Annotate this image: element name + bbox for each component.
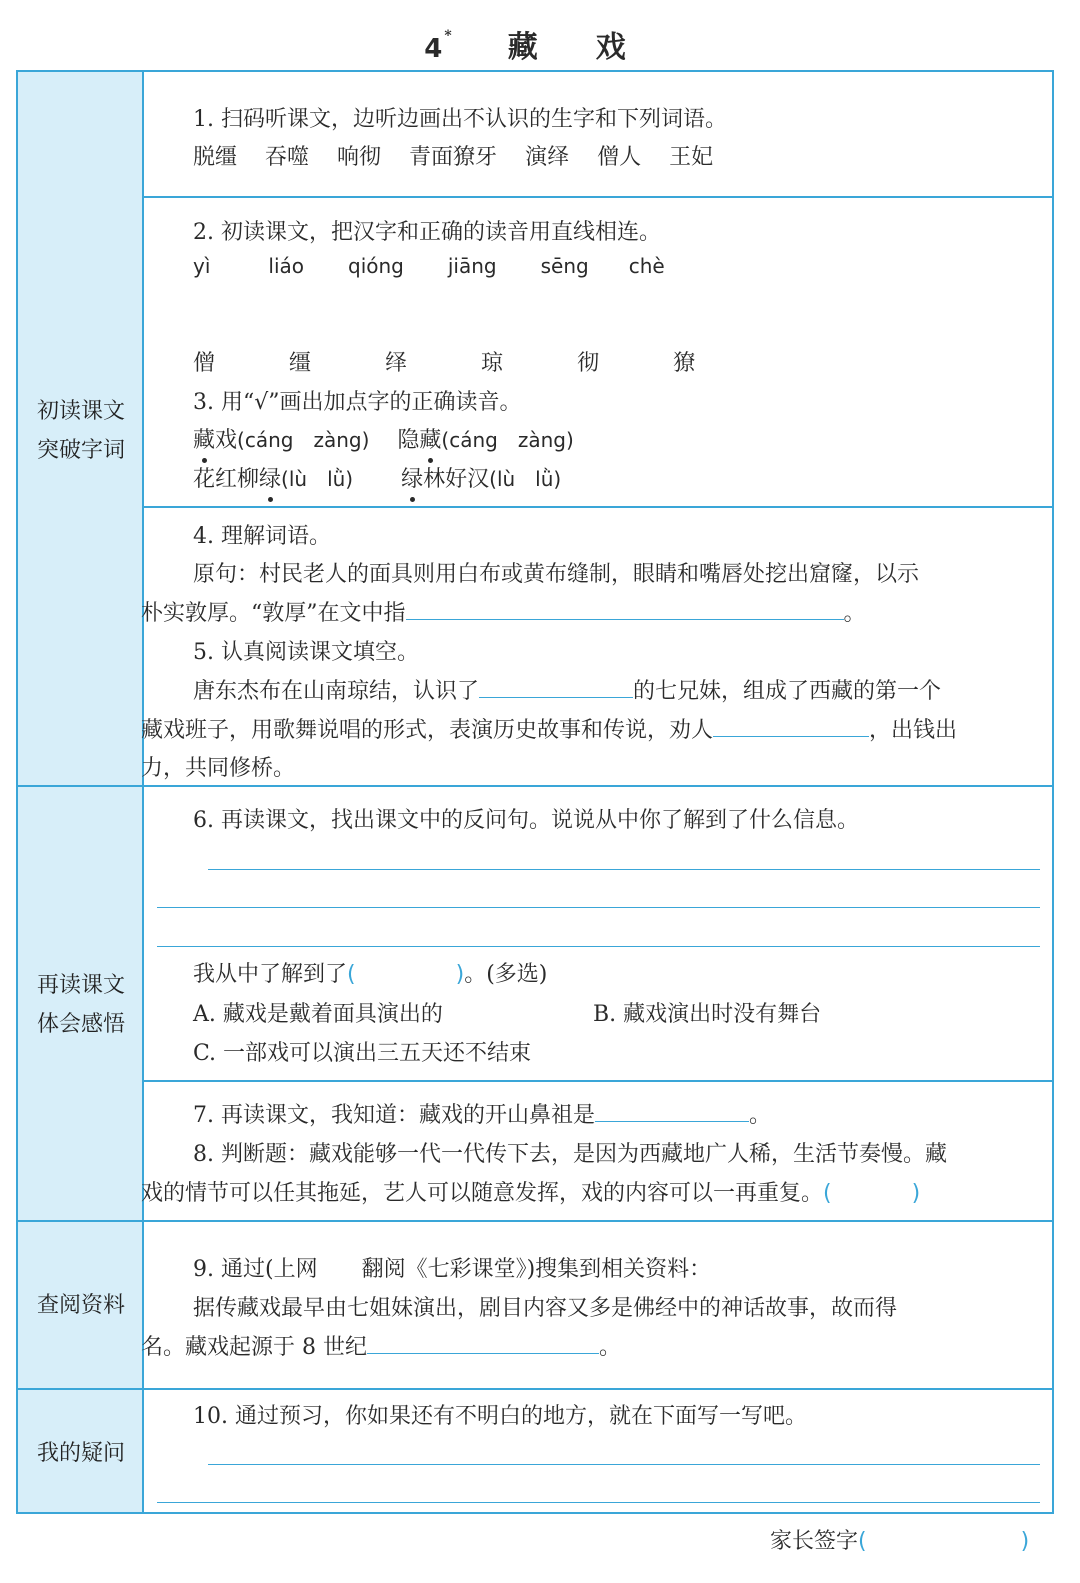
word-item: 脱缰 <box>193 145 238 170</box>
char-item[interactable]: 绎 <box>385 351 408 376</box>
q5-prompt: 5. 认真阅读课文填空。 <box>193 640 419 665</box>
answer-blank[interactable] <box>713 715 869 737</box>
q3-line-2: 花红柳绿(lù lǜ) 绿林好汉(lù lǜ) <box>141 462 1066 493</box>
q2-pinyin-row <box>141 254 1066 278</box>
q7-line: 7. 再读课文，我知道：藏戏的开山鼻祖是 。 <box>141 1098 1066 1129</box>
q3-line-1: 藏戏(cáng zàng) 隐藏(cáng zàng) <box>141 423 1066 454</box>
q3-prompt: 3. 用“√”画出加点字的正确读音。 <box>193 390 522 415</box>
char-item[interactable]: 缰 <box>289 351 312 376</box>
pinyin-item[interactable]: sēng <box>540 254 589 278</box>
answer-blank[interactable] <box>406 598 844 620</box>
title-char-2: 戏 <box>595 30 628 65</box>
option-a[interactable]: A. 藏戏是戴着面具演出的 <box>193 1002 443 1027</box>
divider-section-1 <box>18 785 1052 787</box>
pinyin-choice[interactable]: (lù lǜ) <box>489 467 562 491</box>
pinyin-item[interactable]: chè <box>628 254 665 278</box>
q6-choice-prompt: 我从中了解到了( )。(多选) <box>193 962 548 987</box>
pinyin-item[interactable]: yì <box>193 254 211 278</box>
q8-line-2: 戏的情节可以任其拖延，艺人可以随意发挥，戏的内容可以一再重复。( ) <box>141 1181 921 1206</box>
q1-prompt: 1. 扫码听课文，边听边画出不认识的生字和下列词语。 <box>193 107 727 132</box>
title-char-1: 藏 <box>507 30 540 65</box>
q4-sentence-1: 原句：村民老人的面具则用白布或黄布缝制，眼睛和嘴唇处挖出窟窿，以示 <box>193 562 920 587</box>
option-c[interactable]: C. 一部戏可以演出三五天还不结束 <box>193 1041 532 1066</box>
word-item: 响彻 <box>337 145 382 170</box>
word-item: 僧人 <box>597 145 642 170</box>
char-item[interactable]: 獠 <box>673 351 696 376</box>
writing-line[interactable] <box>208 1464 1040 1465</box>
pinyin-item[interactable]: jiāng <box>447 254 497 278</box>
answer-blank[interactable] <box>367 1332 599 1354</box>
section-label-first-reading: 初读课文 突破字词 <box>36 399 125 463</box>
word-item: 王妃 <box>669 145 714 170</box>
divider-section-3 <box>18 1388 1052 1390</box>
pinyin-choice[interactable]: (cáng zàng) <box>441 428 574 452</box>
writing-line[interactable] <box>157 946 1040 947</box>
word-item: 吞噬 <box>265 145 310 170</box>
divider-q6 <box>144 1080 1052 1082</box>
char-item[interactable]: 僧 <box>193 351 216 376</box>
q6-options-row-1 <box>141 997 1066 1028</box>
word-item: 演绎 <box>525 145 570 170</box>
q4-prompt: 4. 理解词语。 <box>193 524 331 549</box>
char-item[interactable]: 琼 <box>481 351 504 376</box>
q1-word-list <box>141 140 1066 171</box>
divider-q1 <box>144 196 1052 198</box>
q9-line-1: 据传藏戏最早由七姐妹演出，剧目内容又多是佛经中的神话故事，故而得 <box>193 1296 898 1321</box>
writing-line[interactable] <box>157 907 1040 908</box>
q5-line-3: 力，共同修桥。 <box>141 756 296 781</box>
divider-section-2 <box>18 1220 1052 1222</box>
q2-prompt: 2. 初读课文，把汉字和正确的读音用直线相连。 <box>193 220 661 245</box>
q5-line-1: 唐东杰布在山南琼结，认识了 的七兄妹，组成了西藏的第一个 <box>141 674 1066 705</box>
section-label-research: 查阅资料 <box>36 1293 125 1318</box>
q8-line-1: 8. 判断题：藏戏能够一代一代传下去，是因为西藏地广人稀，生活节奏慢。藏 <box>193 1142 947 1167</box>
lesson-number: 4 <box>424 34 445 64</box>
pinyin-item[interactable]: qióng <box>348 254 404 278</box>
writing-line[interactable] <box>208 869 1040 870</box>
char-item[interactable]: 彻 <box>577 351 600 376</box>
answer-blank[interactable] <box>479 676 633 698</box>
pinyin-item[interactable]: liáo <box>268 254 305 278</box>
q9-line-2: 名。藏戏起源于 8 世纪 。 <box>141 1330 1066 1361</box>
pinyin-choice[interactable]: (lù lǜ) <box>281 467 354 491</box>
section-label-questions: 我的疑问 <box>36 1441 125 1466</box>
lesson-mark: * <box>444 28 454 44</box>
pinyin-choice[interactable]: (cáng zàng) <box>237 428 370 452</box>
divider-q3 <box>144 506 1052 508</box>
writing-line[interactable] <box>157 1502 1040 1503</box>
q9-prompt: 9. 通过(上网 翻阅《七彩课堂》)搜集到相关资料： <box>193 1257 712 1282</box>
q6-prompt: 6. 再读课文，找出课文中的反问句。说说从中你了解到了什么信息。 <box>193 808 859 833</box>
q10-prompt: 10. 通过预习，你如果还有不明白的地方，就在下面写一写吧。 <box>193 1404 807 1429</box>
option-b[interactable]: B. 藏戏演出时没有舞台 <box>593 1002 822 1027</box>
q4-sentence-2: 朴实敦厚。“敦厚”在文中指 。 <box>141 596 1066 627</box>
page-title <box>0 22 1080 66</box>
word-item: 青面獠牙 <box>409 145 498 170</box>
q2-char-row <box>141 346 1066 377</box>
q5-line-2: 藏戏班子，用歌舞说唱的形式，表演历史故事和传说，劝人 ，出钱出 <box>141 713 1066 744</box>
parent-signature: 家长签字( ) <box>770 1529 1030 1554</box>
answer-blank[interactable] <box>595 1100 749 1122</box>
section-label-re-reading: 再读课文 体会感悟 <box>36 973 125 1037</box>
